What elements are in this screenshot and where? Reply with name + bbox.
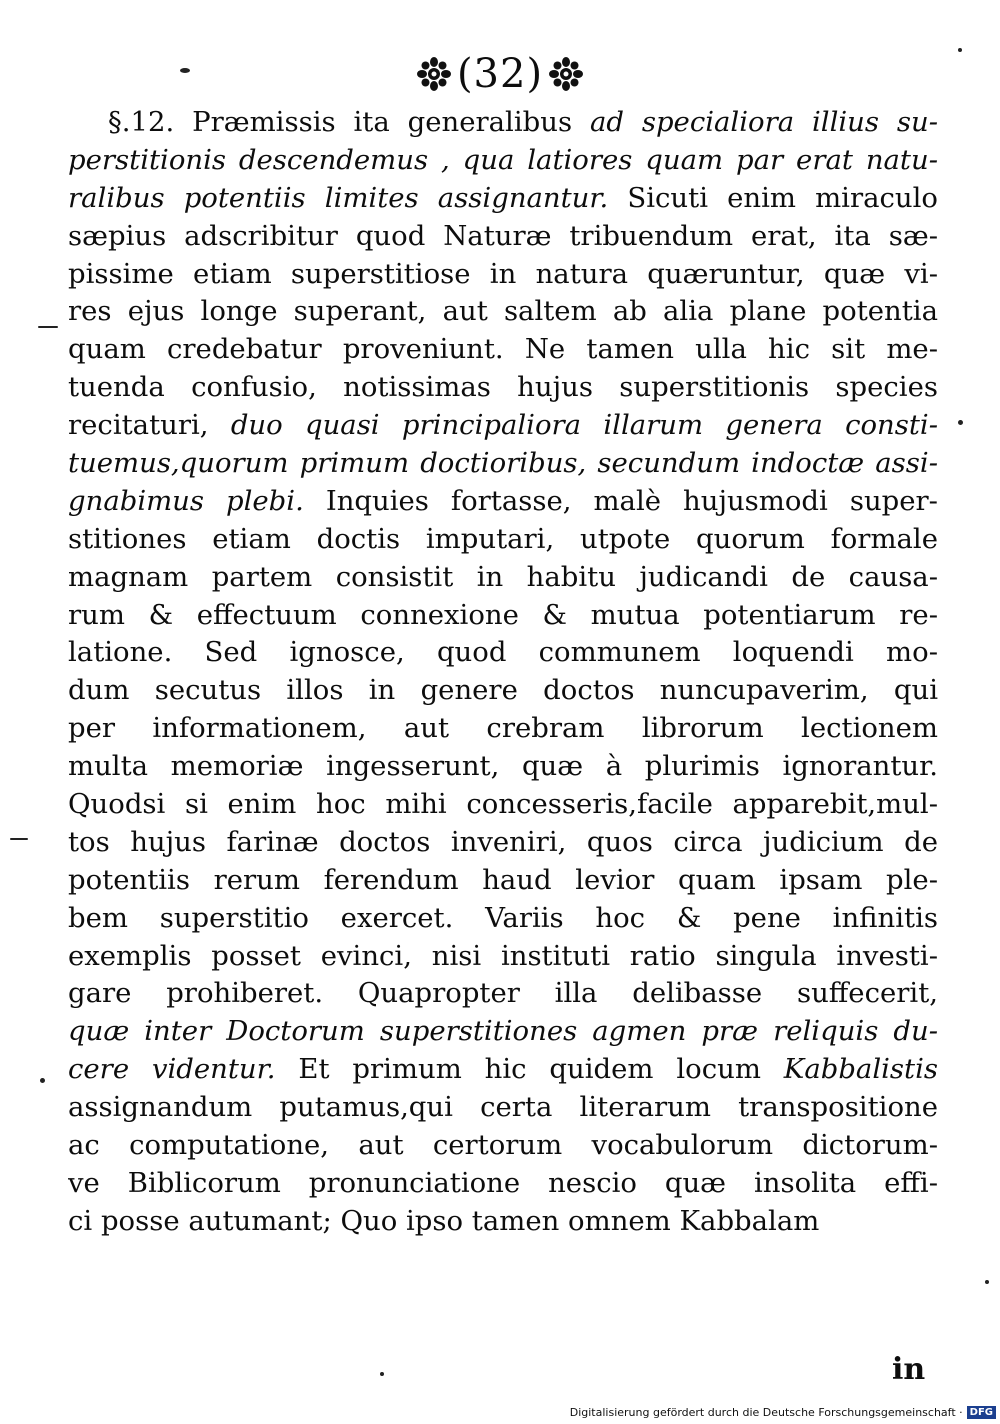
roman-run: latione. Sed ignosce, quod communem loquendi mo-	[68, 636, 938, 669]
roman-run: per informationem, aut crebram librorum lectionem	[68, 712, 938, 745]
roman-run: stitiones etiam doctis imputari, utpote quorum formale	[68, 522, 938, 555]
italic-run: cere videntur.	[68, 1053, 276, 1086]
dfg-logo: DFG	[967, 1406, 996, 1419]
text-line	[68, 1203, 938, 1241]
roman-run: recitaturi,	[68, 409, 231, 442]
scan-speck	[985, 1280, 989, 1284]
roman-run: sæpius adscribitur quod Naturæ tribuendum erat, ita sæ-	[68, 219, 938, 252]
roman-run: ac computatione, aut certorum vocabulorum dictorum-	[68, 1129, 938, 1162]
roman-run: §.12. Præmissis ita generalibus	[108, 106, 590, 138]
scan-speck	[180, 68, 190, 73]
text-line	[68, 1089, 938, 1127]
text-line	[68, 824, 938, 862]
text-line	[68, 521, 938, 559]
italic-run: ralibus potentiis limites assignantur.	[68, 181, 609, 214]
text-line	[68, 748, 938, 786]
footer-credit: Digitalisierung gefördert durch die Deutsche Forschungsgemeinschaft ·	[569, 1405, 963, 1419]
roman-run: dum secutus illos in genere doctos nuncupaverim, qui	[68, 674, 938, 707]
roman-run: assignandum putamus,qui certa literarum transpositione	[68, 1091, 938, 1124]
roman-run: tos hujus farinæ doctos inveniri, quos circa judicium de	[68, 825, 938, 858]
text-line	[68, 142, 938, 180]
text-line	[68, 710, 938, 748]
text-line	[68, 1127, 938, 1165]
italic-run: duo quasi principaliora illarum genera consti-	[230, 409, 938, 442]
text-line	[68, 104, 938, 142]
italic-run: ad specialiora illius su-	[589, 106, 938, 138]
text-line	[68, 293, 938, 331]
text-line	[68, 862, 938, 900]
roman-run: Quodsi si enim hoc mihi concesseris,facile apparebit,mul-	[68, 788, 938, 821]
text-line	[68, 975, 938, 1013]
roman-run: ve Biblicorum pronunciatione nescio quæ insolita effi-	[68, 1166, 938, 1199]
text-line	[68, 331, 938, 369]
roman-run: tuenda confusio, notissimas hujus superstitionis species	[68, 371, 938, 404]
text-line	[68, 1051, 938, 1089]
fleuron-icon-right	[549, 57, 583, 91]
text-line	[68, 218, 938, 256]
body-text	[68, 104, 938, 1241]
scan-speck	[958, 420, 963, 425]
roman-run: exemplis posset evinci, nisi instituti ratio singula investi-	[68, 939, 938, 972]
roman-run: quam credebatur proveniunt. Ne tamen ulla hic sit me-	[68, 333, 938, 366]
roman-run: rum & effectuum connexione & mutua potentiarum re-	[68, 598, 938, 631]
text-line	[68, 672, 938, 710]
text-line	[68, 369, 938, 407]
text-line	[68, 180, 938, 218]
text-line	[68, 1165, 938, 1203]
text-line	[68, 407, 938, 445]
text-line	[68, 445, 938, 483]
text-line	[68, 900, 938, 938]
roman-run: Sicuti enim miraculo	[608, 181, 938, 214]
roman-run: gare prohiberet. Quapropter illa delibasse suffecerit,	[68, 977, 938, 1010]
scan-speck	[958, 48, 962, 52]
text-line	[68, 786, 938, 824]
roman-run: Inquies fortasse, malè hujusmodi super-	[303, 484, 938, 517]
text-line	[68, 1013, 938, 1051]
scan-speck	[40, 1078, 45, 1083]
digitization-footer	[570, 1404, 996, 1420]
fleuron-icon-left	[417, 57, 451, 91]
roman-run: bem superstitio exercet. Variis hoc & pene infinitis	[68, 901, 938, 934]
scan-speck	[10, 838, 28, 840]
roman-run: potentiis rerum ferendum haud levior quam ipsam ple-	[68, 863, 938, 896]
text-line	[68, 256, 938, 294]
catchword: in	[892, 1352, 926, 1387]
roman-run: res ejus longe superant, aut saltem ab alia plane potentia	[68, 295, 938, 328]
scan-speck	[38, 326, 58, 328]
italic-run: Kabbalistis	[783, 1053, 938, 1086]
italic-run: quæ inter Doctorum superstitiones agmen præ reliquis du-	[68, 1015, 938, 1048]
text-line	[68, 559, 938, 597]
text-line	[68, 634, 938, 672]
roman-run: pissime etiam superstitiose in natura quæruntur, quæ vi-	[68, 257, 938, 290]
roman-run: magnam partem consistit in habitu judicandi de causa-	[68, 560, 938, 593]
roman-run: Et primum hic quidem locum	[275, 1053, 784, 1086]
roman-run: ci posse autumant; Quo ipso tamen omnem Kabbalam	[68, 1204, 820, 1237]
text-line	[68, 938, 938, 976]
italic-run: gnabimus plebi.	[68, 484, 304, 517]
scan-speck	[380, 1372, 384, 1376]
page-number: (32)	[456, 51, 544, 97]
italic-run: tuemus,quorum primum doctioribus, secundum indoctæ assi-	[68, 447, 938, 480]
roman-run: multa memoriæ ingesserunt, quæ à plurimis ignorantur.	[68, 750, 938, 783]
text-line	[68, 483, 938, 521]
italic-run: perstitionis descendemus , qua latiores quam par erat natu-	[68, 143, 938, 176]
page-header	[0, 48, 1000, 100]
text-line	[68, 597, 938, 635]
